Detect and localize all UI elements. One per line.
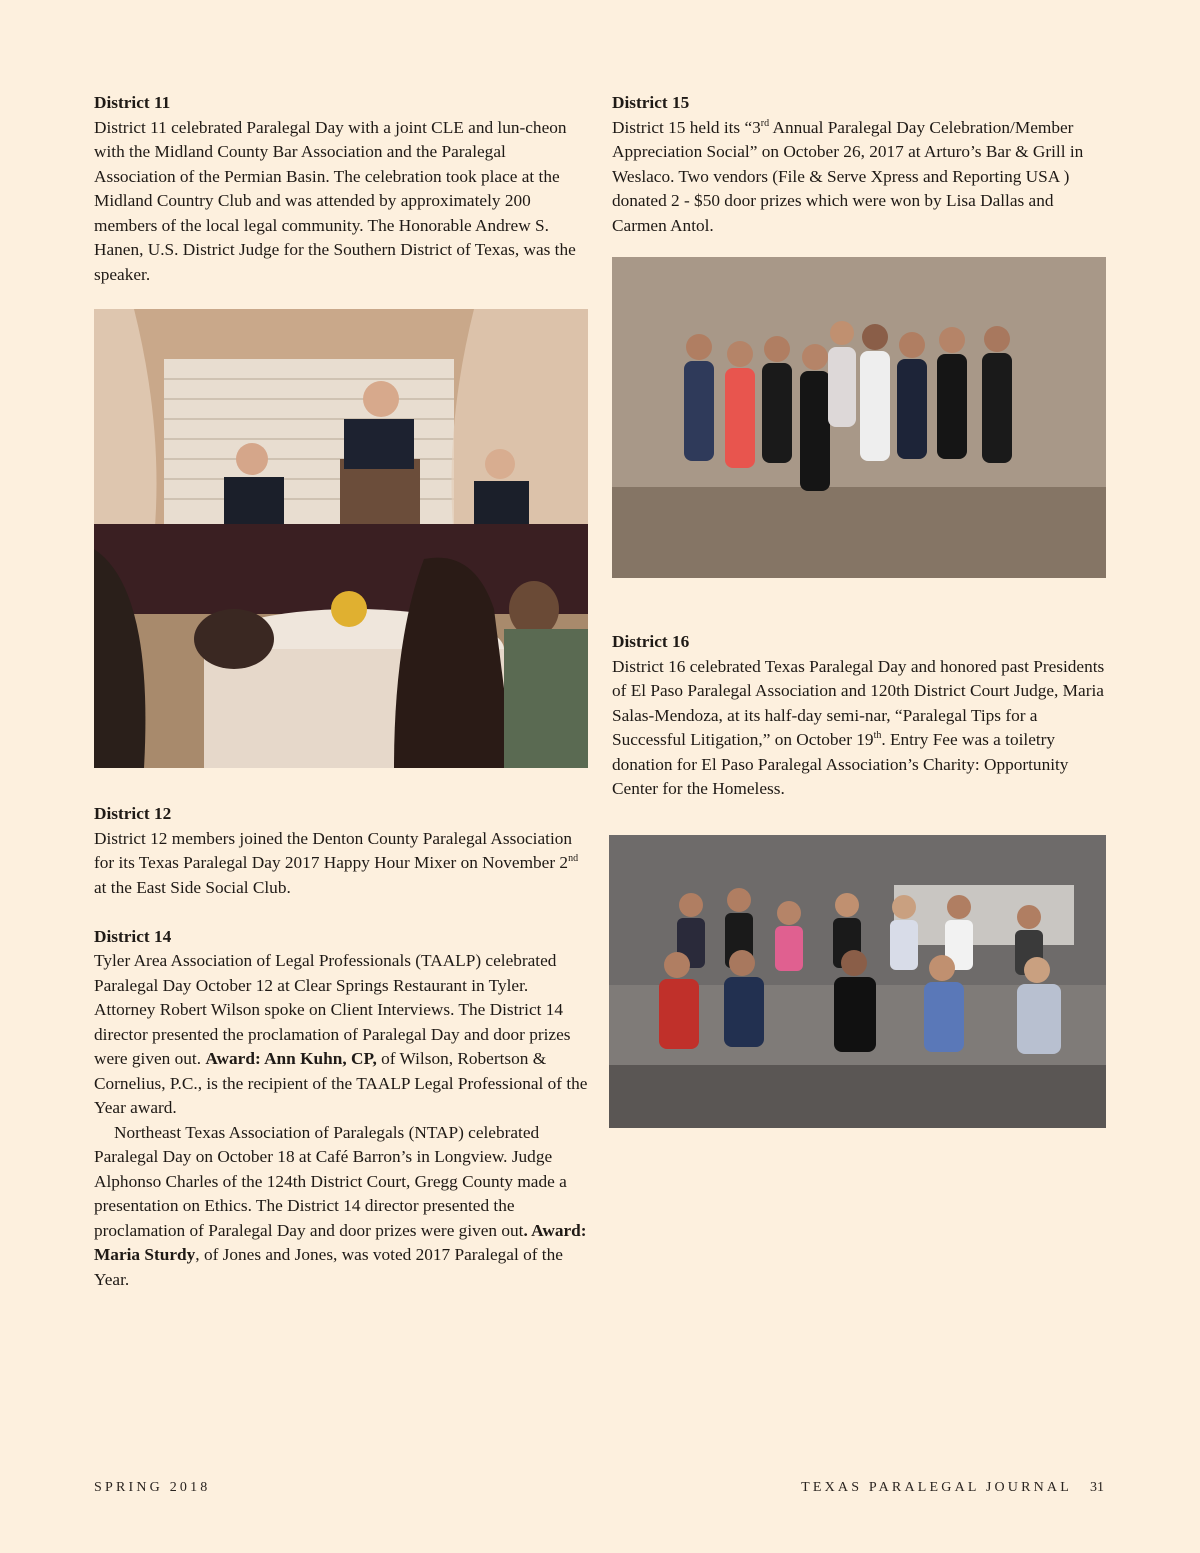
left-column: [94, 91, 589, 287]
district-15-text: [612, 116, 1107, 239]
right-column-lower: [612, 630, 1107, 802]
district-12-text: [94, 827, 589, 901]
district-14-p2-text-b: , of Jones and Jones, was voted 2017 Paralegal of the Year.: [94, 1245, 563, 1289]
district-16-heading: District 16: [612, 632, 690, 651]
district-11-text: District 11 celebrated Paralegal Day with a joint CLE and lun-cheon with the Midland County Bar Association and the Paralegal Association of the Permian Basin. The celebration took place at the Midland Country Club and was attended by approximately 200 members of the local legal community. The Honorable Andrew S. Hanen, U.S. District Judge for the Southern District of Texas, was the speaker.: [94, 117, 576, 284]
district-14-p2-award: . Award: Maria Sturdy: [94, 1220, 587, 1264]
district-15-heading: District 15: [612, 93, 690, 112]
district-12-text-b: at the East Side Social Club.: [94, 877, 291, 897]
district-12-heading: District 12: [94, 804, 172, 823]
page-number: 31: [1090, 1480, 1104, 1495]
district-15-text-a: District 15 held its “3: [612, 117, 761, 137]
district-14-paragraph-2: [94, 1121, 589, 1293]
footer-issue: SPRING 2018: [94, 1480, 211, 1495]
left-column-lower: [94, 802, 589, 1292]
right-column: [612, 91, 1107, 238]
footer-journal-title: TEXAS PARALEGAL JOURNAL: [801, 1480, 1072, 1495]
district-15-superscript: rd: [760, 117, 770, 129]
district-15-group-photo: [612, 257, 1106, 578]
district-16-text-b: . Entry Fee was a toiletry donation for El Paso Paralegal Association’s Charity: Opportunity Center for the Homeless.: [612, 730, 1069, 798]
district-11-heading: District 11: [94, 93, 171, 112]
district-14-p1-text-a: Tyler Area Association of Legal Professionals (TAALP) celebrated Paralegal Day October 12 at Clear Springs Restaurant in Tyler. Attorney Robert Wilson spoke on Client Interviews. The District 14 director presented the proclamation of Paralegal Day and door prizes were given out.: [94, 951, 571, 1068]
district-11-luncheon-photo: [94, 309, 588, 768]
district-16-text-a: District 16 celebrated Texas Paralegal Day and honored past Presidents of El Paso Paralegal Association and 120th District Court Judge, Maria Salas-Mendoza, at its half-day semi-nar, “Paralegal Tips for a Successful Litigation,” on October 19: [612, 656, 1105, 749]
district-12-text-a: District 12 members joined the Denton County Paralegal Association for its Texas Paralegal Day 2017 Happy Hour Mixer on November 2: [94, 828, 573, 872]
footer-journal: [801, 1480, 1104, 1496]
district-15-text-b: Annual Paralegal Day Celebration/Member Appreciation Social” on October 26, 2017 at Arturo’s Bar & Grill in Weslaco. Two vendors (File & Serve Xpress and Reporting USA ) donated 2 - $50 door prizes which were won by Lisa Dallas and Carmen Antol.: [612, 117, 1084, 235]
district-14-p1-award: Award: Ann Kuhn, CP,: [205, 1049, 377, 1068]
district-14-p2-text-a: Northeast Texas Association of Paralegals (NTAP) celebrated Paralegal Day on October 18 at Café Barron’s in Longview. Judge Alphonso Charles of the 124th District Court, Gregg County made a presentation on Ethics. The District 14 director presented the proclamation of Paralegal Day and door prizes were given out: [94, 1122, 567, 1240]
district-14-p1-text-b: of Wilson, Robertson & Cornelius, P.C., is the recipient of the TAALP Legal Professional of the Year award.: [94, 1049, 588, 1117]
district-12-superscript: nd: [568, 853, 579, 865]
district-16-group-photo: [609, 835, 1106, 1128]
district-14-heading: District 14: [94, 926, 172, 946]
district-16-superscript: th: [873, 730, 882, 742]
district-16-text: [612, 655, 1107, 802]
district-14-paragraph-1: [94, 949, 589, 1121]
